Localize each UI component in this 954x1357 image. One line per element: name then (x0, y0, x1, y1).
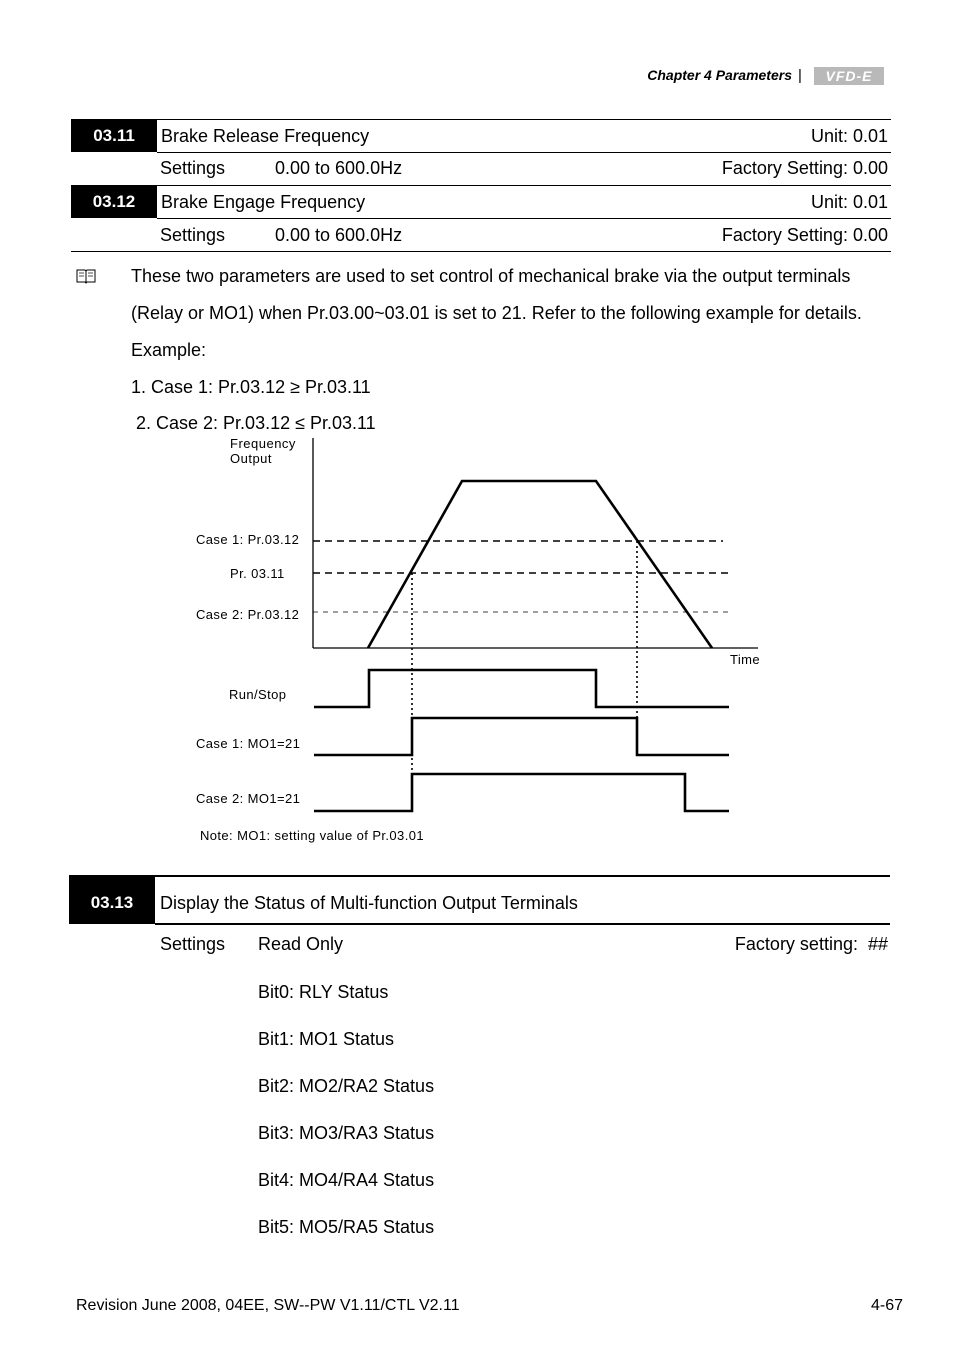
bit-list-item: Bit1: MO1 Status (258, 1029, 395, 1049)
bit-list-item: Bit5: MO5/RA5 Status (258, 1217, 435, 1237)
bit-list-item: Bit3: MO3/RA3 Status (258, 1123, 435, 1143)
y-label-frequency: Frequency (230, 436, 296, 451)
bit-list-item: Bit0: RLY Status (258, 982, 389, 1002)
case-2-label: 2. Case 2: Pr.03.12 ≤ Pr.03.11 (136, 413, 376, 433)
diagram-note: Note: MO1: setting value of Pr.03.01 (200, 828, 424, 843)
example-label: Example: (131, 340, 207, 360)
factory-setting-03-11: Factory Setting: 0.00 (721, 158, 888, 178)
chapter-title: Chapter 4 Parameters (647, 67, 792, 83)
factory-setting-03-13: Factory setting: ## (734, 934, 888, 954)
case2-mo1-signal (314, 774, 729, 811)
settings-range-03-11: 0.00 to 600.0Hz (275, 158, 403, 178)
settings-range-03-12: 0.00 to 600.0Hz (275, 225, 403, 245)
param-name-03-13: Display the Status of Multi-function Output Terminals (160, 893, 578, 913)
description-line-1: These two parameters are used to set control of mechanical brake via the output terminals (131, 266, 851, 286)
case1-mo1-signal (314, 718, 729, 755)
label-run-stop: Run/Stop (229, 687, 287, 702)
x-label-time: Time (730, 652, 761, 667)
settings-label-03-11: Settings (160, 158, 226, 178)
footer-page-number: 4-67 (870, 1297, 903, 1314)
frequency-output-curve (368, 481, 712, 648)
param-name-03-11: Brake Release Frequency (161, 126, 370, 146)
param-name-03-12: Brake Engage Frequency (161, 192, 366, 212)
param-id-03-13: 03.13 (71, 877, 153, 924)
label-case2-mo1: Case 2: MO1=21 (196, 791, 301, 806)
label-case1-level: Case 1: Pr.03.12 (196, 532, 300, 547)
param-unit-03-12: Unit: 0.01 (810, 192, 888, 212)
case-1-label: 1. Case 1: Pr.03.12 ≥ Pr.03.11 (131, 377, 371, 397)
vfd-e-logo: VFD-E (814, 67, 884, 85)
label-case1-mo1: Case 1: MO1=21 (196, 736, 301, 751)
factory-setting-03-12: Factory Setting: 0.00 (721, 225, 888, 245)
footer-revision: Revision June 2008, 04EE, SW--PW V1.11/CTL V2.11 (76, 1297, 460, 1314)
settings-label-03-13: Settings (160, 934, 226, 954)
settings-value-03-13: Read Only (258, 934, 344, 954)
description-line-2: (Relay or MO1) when Pr.03.00~03.01 is set to 21. Refer to the following example for details. (131, 303, 862, 323)
param-id-03-12: 03.12 (71, 186, 157, 218)
label-case2-level: Case 2: Pr.03.12 (196, 607, 300, 622)
label-pr0311-level: Pr. 03.11 (230, 566, 285, 581)
settings-label-03-12: Settings (160, 225, 226, 245)
bit-list-item: Bit4: MO4/RA4 Status (258, 1170, 435, 1190)
run-stop-signal (314, 670, 729, 707)
header-separator: | (798, 67, 802, 84)
y-label-output: Output (230, 451, 273, 466)
param-unit-03-11: Unit: 0.01 (810, 126, 888, 146)
param-id-03-11: 03.11 (71, 120, 157, 152)
bit-list-item: Bit2: MO2/RA2 Status (258, 1076, 435, 1096)
